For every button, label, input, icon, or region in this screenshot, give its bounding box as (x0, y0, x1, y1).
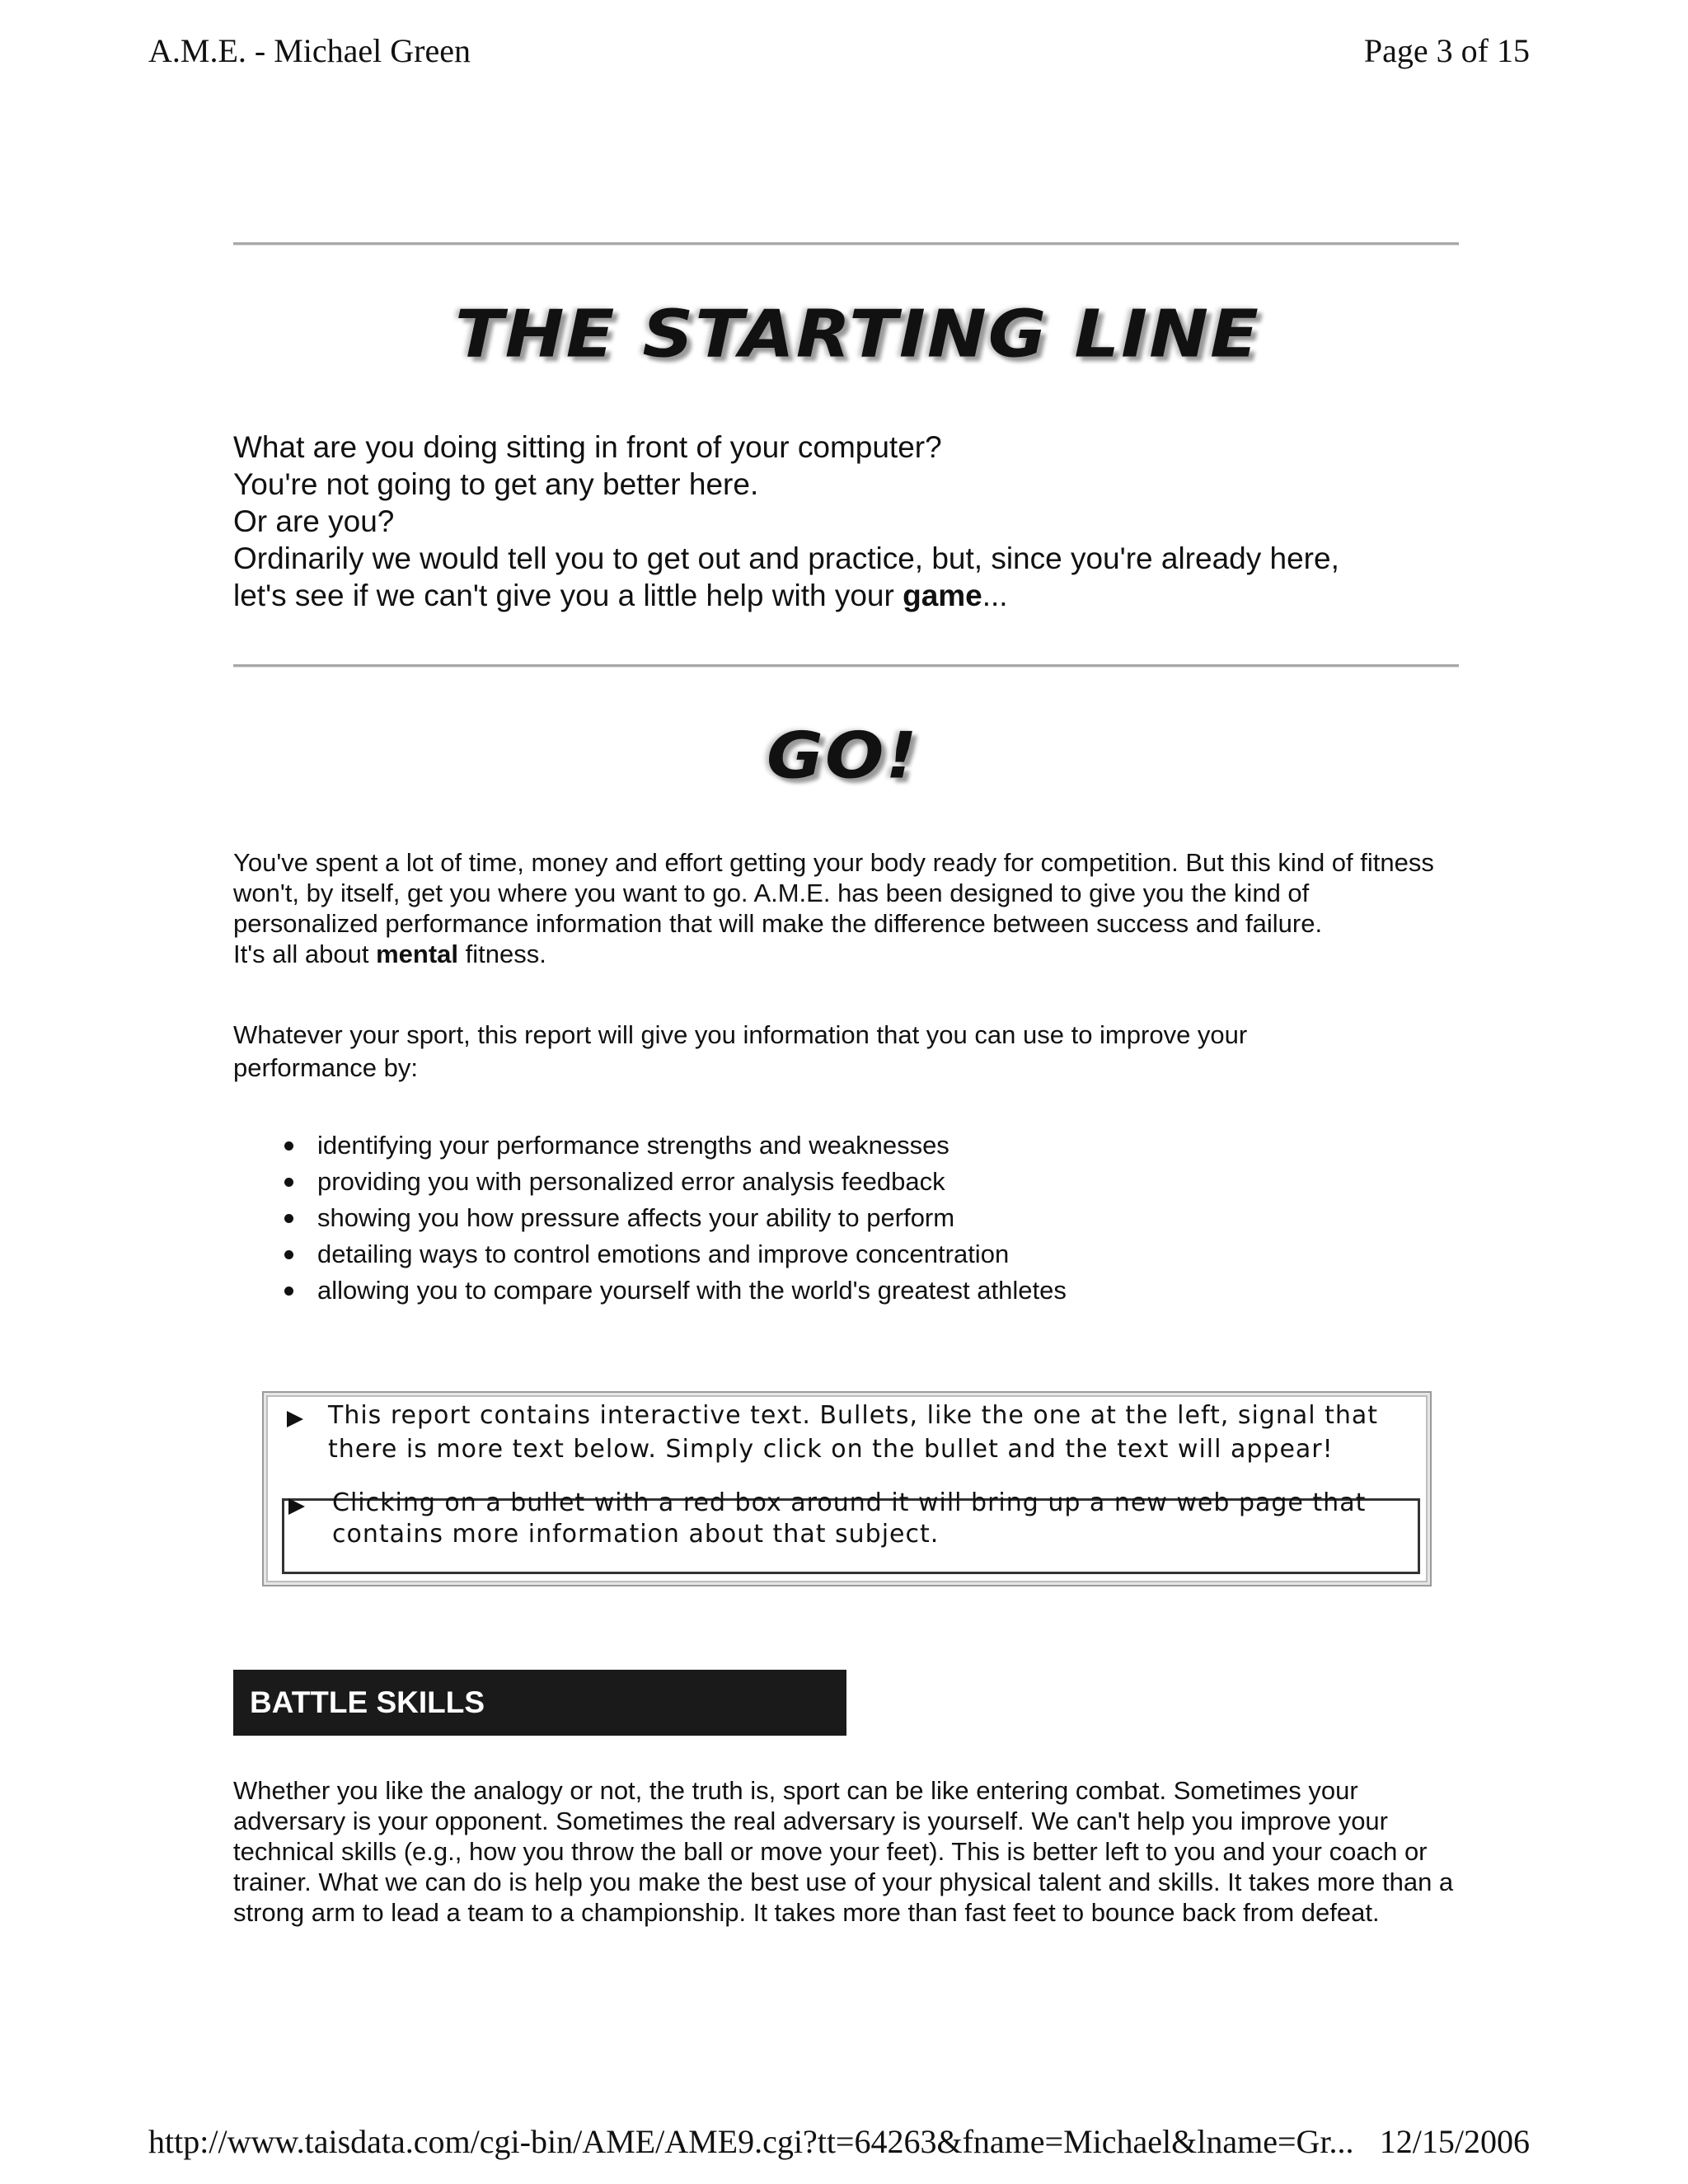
intro-line: You're not going to get any better here. (233, 467, 759, 501)
page-number: Page 3 of 15 (1363, 32, 1530, 69)
print-date: 12/15/2006 (1379, 2123, 1530, 2160)
section-heading-battle-skills: BATTLE SKILLS (233, 1670, 846, 1736)
divider-top (233, 242, 1459, 246)
list-item: showing you how pressure affects your ability to perform (284, 1200, 1067, 1236)
intro-line: Or are you? (233, 504, 395, 538)
starting-line-banner: THE STARTING LINE (455, 297, 1260, 373)
help-item-link: Clicking on a bullet with a red box around it will bring up a new web page that contains more information about that subject. (332, 1488, 1367, 1549)
fitness-paragraph: You've spent a lot of time, money and effort getting your body ready for competition. But this kind of fitness won't, by itself, get you where you want to go. A.M.E. has been designed to give you the kind of personalized performance information that will make the difference between success and failure. It's all about mental fitness. (233, 848, 1434, 968)
expand-bullet-icon[interactable] (287, 1411, 303, 1427)
link-bullet-icon[interactable] (288, 1498, 305, 1515)
list-item: allowing you to compare yourself with the world's greatest athletes (284, 1272, 1067, 1309)
document-title: A.M.E. - Michael Green (148, 32, 471, 69)
intro-line: What are you doing sitting in front of your computer? (233, 430, 942, 464)
help-item-interactive: This report contains interactive text. Bullets, like the one at the left, signal that there is more text below. Simply click on the bullet and the text will appear! (328, 1401, 1379, 1464)
intro-line: let's see if we can't give you a little help with your game... (233, 579, 1008, 612)
divider-middle (233, 664, 1459, 668)
source-url: http://www.taisdata.com/cgi-bin/AME/AME9.cgi?tt=64263&fname=Michael&lname=Gr... (148, 2123, 1354, 2160)
sport-paragraph: Whatever your sport, this report will give you information that you can use to improve your performance by: (233, 1020, 1248, 1082)
list-item: identifying your performance strengths and weaknesses (284, 1127, 1067, 1164)
benefits-list (284, 1127, 1067, 1309)
emphasis-mental: mental (376, 940, 458, 968)
list-item: detailing ways to control emotions and improve concentration (284, 1236, 1067, 1272)
list-item: providing you with personalized error analysis feedback (284, 1164, 1067, 1200)
intro-line: Ordinarily we would tell you to get out and practice, but, since you're already here, (233, 541, 1339, 575)
intro-text (233, 429, 1339, 614)
emphasis-game: game (903, 579, 982, 612)
go-banner: GO! (767, 718, 919, 794)
battle-skills-paragraph: Whether you like the analogy or not, the truth is, sport can be like entering combat. Sometimes your adversary is your opponent. Sometimes the real adversary is yourself. We can't help you improve your technical skills (e.g., how you throw the ball or move your feet). This is better left to you and your coach or trainer. What we can do is help you make the best use of your physical talent and skills. It takes more than a strong arm to lead a team to a championship. It takes more than fast feet to bounce back from defeat. (233, 1776, 1454, 1927)
